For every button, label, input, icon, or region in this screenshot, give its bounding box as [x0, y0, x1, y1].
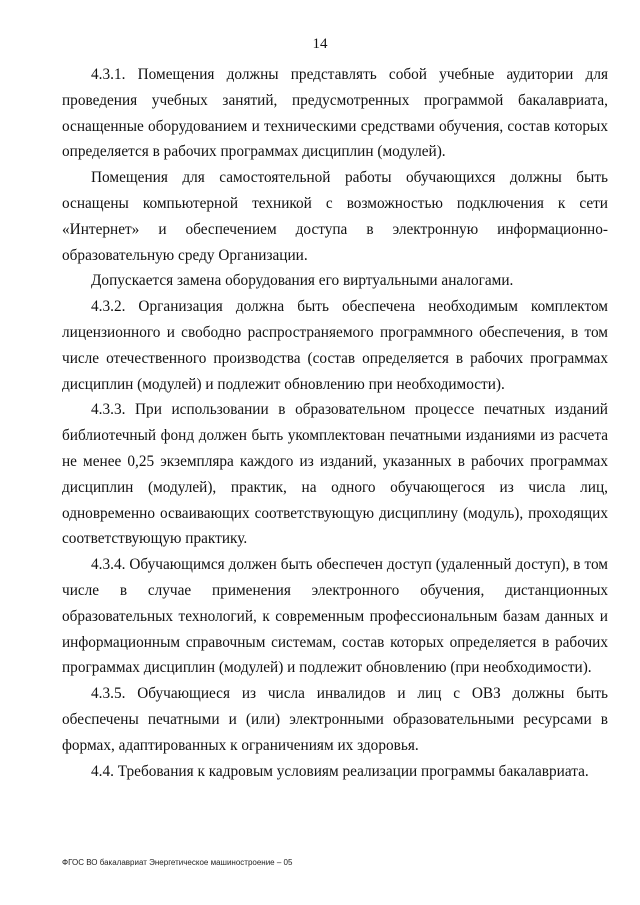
paragraph-4-3-2: 4.3.2. Организация должна быть обеспечена необходимым комплектом лицензионного и свободно распространяемого программного обеспечения, в том числе отечественного производства (состав определяется в рабочих программах дисциплин (модулей) и подлежит обновлению при необходимости).	[62, 298, 608, 393]
paragraph-4-3-3: 4.3.3. При использовании в образовательном процессе печатных изданий библиотечный фонд должен быть укомплектован печатными изданиями из расчета не менее 0,25 экземпляра каждого из изданий, указанных в рабочих программах дисциплин (модулей), практик, на одного обучающегося из числа лиц, одновременно осваивающих соответствующую дисциплину (модуль), проходящих соответствующую практику.	[62, 401, 608, 548]
paragraph-self-study-rooms: Помещения для самостоятельной работы обучающихся должны быть оснащены компьютерной техникой с возможностью подключения к сети «Интернет» и обеспечением доступа в электронную информационно-образовательную среду Организации.	[62, 169, 608, 264]
paragraph-4-3-5: 4.3.5. Обучающиеся из числа инвалидов и лиц с ОВЗ должны быть обеспечены печатными и (или) электронными образовательными ресурсами в формах, адаптированных к ограничениям их здоровья.	[62, 685, 608, 754]
page-footer: ФГОС ВО бакалавриат Энергетическое машиностроение – 05	[62, 858, 293, 867]
paragraph-4-3-4: 4.3.4. Обучающимся должен быть обеспечен доступ (удаленный доступ), в том числе в случае применения электронного обучения, дистанционных образовательных технологий, к современным профессиональным базам данных и информационным справочным системам, состав которых определяется в рабочих программах дисциплин (модулей) и подлежит обновлению (при необходимости).	[62, 556, 608, 677]
document-body	[62, 62, 608, 784]
paragraph-4-4: 4.4. Требования к кадровым условиям реализации программы бакалавриата.	[91, 762, 589, 780]
paragraph-virtual-analogs: Допускается замена оборудования его виртуальными аналогами.	[91, 272, 514, 290]
page-number: 14	[312, 36, 328, 52]
paragraph-4-3-1: 4.3.1. Помещения должны представлять собой учебные аудитории для проведения учебных занятий, предусмотренных программой бакалавриата, оснащенные оборудованием и техническими средствами обучения, состав которых определяется в рабочих программах дисциплин (модулей).	[62, 66, 608, 161]
